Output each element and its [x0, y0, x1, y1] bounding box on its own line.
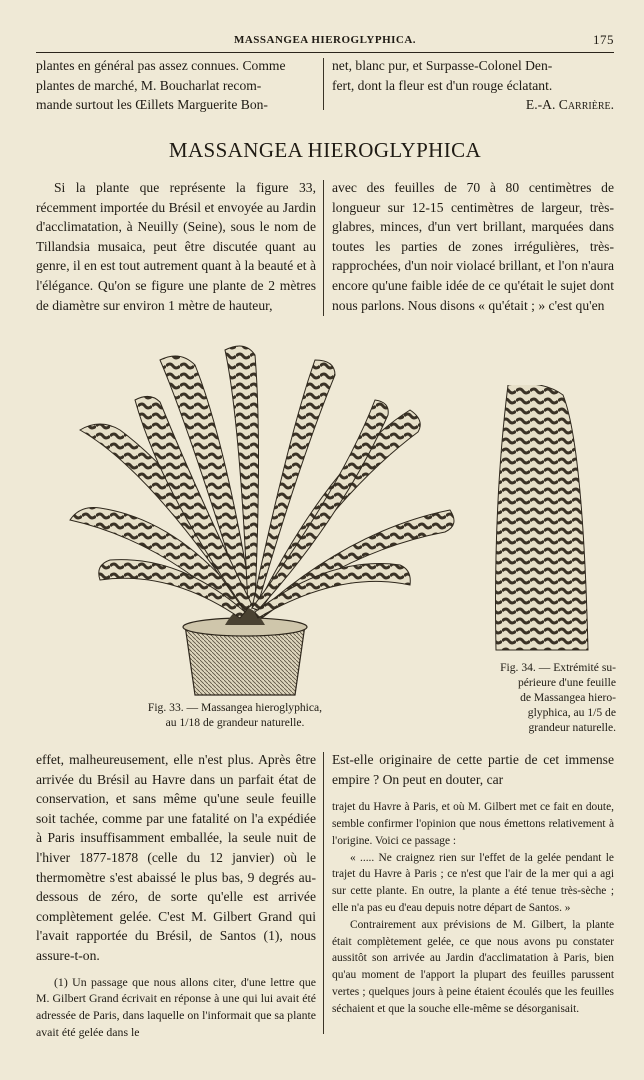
- running-title: MASSANGEA HIEROGLYPHICA.: [233, 34, 417, 46]
- lower-right-note-1: trajet du Havre à Paris, et où M. Gilbert met ce fait en doute, semble confirmer l'opinion que nous émettons relativement à l'origine. Voici ce passage :: [332, 801, 614, 847]
- figure-34-caption-line-4: glyphica, au 1/5 de: [527, 706, 616, 719]
- figure-34-caption-line-2: périeure d'une feuille: [517, 676, 616, 689]
- lower-right-quote: « ..... Ne craignez rien sur l'effet de la gelée pendant le trajet du Havre à Paris ; ce n'est que l'air de la mer qui a agi sur cette plante. En outre, la plante a été tenue très-sèche ; elle n'a pas eu d'eau depuis notre départ de Santos. »: [332, 851, 614, 914]
- intro-right-paragraph: avec des feuilles de 70 à 80 centimètres de longueur sur 12-15 centimètres de largeur, très-glabres, minces, d'un vert brillant, marquées dans toutes les parties de zones irrégulières, très-rapprochées, d'un noir violacé brillant, et l'on n'aura encore qu'une faible idée de ce qu'était le sujet dont nous parlons. Nous disons « qu'était ; » c'est qu'en: [332, 180, 614, 313]
- running-head: [36, 34, 614, 50]
- top-left-line-1: plantes en général pas assez connues. Comme: [36, 58, 286, 73]
- figure-33-plant-illustration: [40, 340, 470, 700]
- top-left-column: [36, 56, 316, 115]
- header-rule: [36, 52, 614, 53]
- lower-right-paragraph: Est-elle originaire de cette partie de cet immense empire ? On peut en douter, car: [332, 752, 614, 787]
- figure-34-leaf-tip-illustration: [488, 385, 598, 655]
- column-divider-lower: [323, 752, 324, 1034]
- top-left-line-2: plantes de marché, M. Boucharlat recom-: [36, 77, 262, 93]
- figure-34-caption-line-3: de Massangea hiero-: [520, 691, 616, 704]
- figure-34-caption-line-1: Fig. 34. — Extrémité su-: [500, 661, 616, 674]
- figure-34-caption: [468, 660, 616, 735]
- top-right-line-1: net, blanc pur, et Surpasse-Colonel Den-: [332, 58, 553, 73]
- lower-left-column: [36, 750, 316, 1041]
- column-divider-intro: [323, 180, 324, 316]
- page-number: 175: [593, 32, 614, 47]
- figure-34-caption-line-5: grandeur naturelle.: [528, 721, 616, 734]
- intro-left-column: [36, 178, 316, 315]
- article-title: MASSANGEA HIEROGLYPHICA: [168, 138, 482, 162]
- figure-33-caption-line-2: au 1/18 de grandeur naturelle.: [165, 716, 305, 729]
- figure-33-caption-line-1: Fig. 33. — Massangea hieroglyphica,: [147, 701, 323, 714]
- figure-33-caption: [124, 700, 346, 730]
- lower-left-paragraph: effet, malheureusement, elle n'est plus. Après être arrivée du Brésil au Havre dans un parfait état de conservation, et sans même qu'une seule feuille soit tachée, comme par une fatalité on l'a expédiée à Paris insuffisamment emballée, la seule nuit de l'hiver 1877-1878 (celle du 12 janvier) où le thermomètre s'est abaissé le plus bas, 9 degrés au-dessous de zéro, de sorte qu'elle est arrivée complètement gelée. C'est M. Gilbert Grand qui l'avait rapportée du Brésil, de Santos (1), nous assure-t-on.: [36, 752, 316, 963]
- lower-right-column: [332, 750, 614, 1018]
- lower-right-note-2: Contrairement aux prévisions de M. Gilbert, la plante était complètement gelée, ce que nous avons pu constater aussitôt son arrivée au Jardin d'acclimatation à Paris, bien qu'au moment de l'apport la plupart des feuilles parussent vertes ; quelques jours à peine étaient écoulés que les feuilles séchaient et que la souche elle-même se désorganisait.: [332, 918, 614, 1015]
- top-right-column: [332, 56, 614, 115]
- intro-right-column: [332, 178, 614, 315]
- author-signature: E.-A. Carrière.: [525, 97, 614, 113]
- footnote-1: (1) Un passage que nous allons citer, d'une lettre que M. Gilbert Grand écrivait en réponse à une qui lui avait été adressée de Paris, dans laquelle on l'informait que sa plante avait été gelée dans le: [36, 974, 316, 1039]
- top-right-line-2: fert, dont la fleur est d'un rouge éclatant.: [332, 77, 553, 93]
- top-left-line-3: mande surtout les Œillets Marguerite Bon-: [36, 97, 268, 113]
- intro-left-paragraph: Si la plante que représente la figure 33, récemment importée du Brésil et envoyée au Jardin d'acclimatation, à Neuilly (Seine), sous le nom de Tillandsia musaica, peut être discutée quant au genre, il en est tout autrement quant à la beauté et à l'élégance. Qu'on se figure une plante de 2 mètres de diamètre sur environ 1 mètre de hauteur,: [36, 180, 316, 313]
- column-divider-top: [323, 58, 324, 110]
